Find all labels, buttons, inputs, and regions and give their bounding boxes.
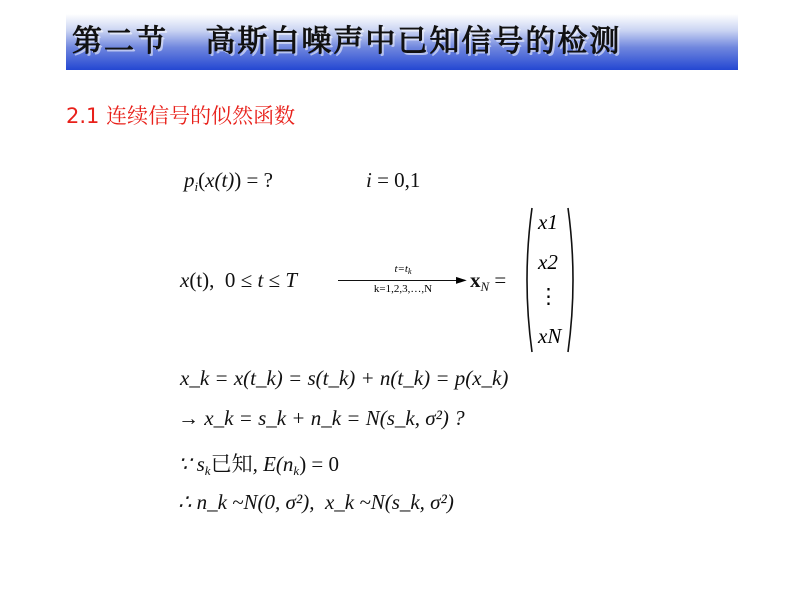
column-vector	[520, 206, 580, 354]
eq1-p: p	[184, 168, 195, 192]
equation-sample-decomposition: x_k = x(t_k) = s(t_k) + n(t_k) = p(x_k)	[180, 366, 509, 390]
vector-element-2	[538, 250, 568, 275]
vector-element-1	[538, 210, 568, 235]
vector-element-n-text: xN	[538, 324, 562, 348]
vector-ellipsis	[538, 284, 568, 309]
sampling-arrow	[338, 263, 468, 299]
arrow-top-sub: k	[407, 267, 412, 276]
section-heading: 2.1 连续信号的似然函数	[66, 104, 296, 128]
vec-sub: N	[480, 279, 490, 294]
slide-title: 第二节 高斯白噪声中已知信号的检测	[72, 24, 622, 59]
equation-known-signal	[178, 448, 339, 479]
vector-ellipsis-text: ⋮	[538, 284, 559, 308]
eq1-open: (	[198, 168, 206, 192]
eq1-i: i	[366, 168, 372, 192]
eq5-sub: k	[204, 463, 211, 478]
equation-noise-distribution: ∴ n_k ~N(0, σ²), x_k ~N(s_k, σ²)	[178, 490, 454, 514]
eq2-T: T	[285, 268, 297, 292]
arrow-top-label	[338, 263, 468, 276]
arrow-right-icon: ►	[456, 272, 467, 288]
vector-name	[470, 268, 506, 295]
eq5-end: ) = 0	[299, 452, 340, 476]
eq5-prefix: ∵ s	[178, 452, 205, 476]
equation-index	[366, 168, 420, 193]
eq2-le: ≤	[263, 268, 286, 292]
arrow-bottom-label: k=1,2,3,…,N	[373, 283, 433, 295]
eq1-p-sub: i	[194, 179, 199, 194]
vec-equals: =	[489, 268, 507, 292]
eq5-rest: , E(n	[252, 452, 294, 476]
eq2-t2: t	[257, 268, 264, 292]
eq1-t: (t)	[214, 168, 235, 192]
equation-sample-distribution: → x_k = s_k + n_k = N(s_k, σ²) ?	[178, 406, 465, 430]
eq1-x: x	[205, 168, 215, 192]
arrow-top-text: t=t	[394, 263, 408, 275]
vector-element-1-text: x1	[538, 210, 558, 234]
eq1-i-val: = 0,1	[371, 168, 421, 192]
eq2-t: (t), 0 ≤	[189, 268, 258, 292]
vector-element-2-text: x2	[538, 250, 558, 274]
eq5-known: 已知	[210, 452, 253, 476]
equation-likelihood	[184, 168, 273, 195]
equation-signal-interval	[180, 268, 297, 293]
eq5-sub2: k	[293, 463, 300, 478]
eq2-x: x	[180, 268, 190, 292]
vec-x: x	[470, 268, 481, 292]
arrow-line	[338, 280, 460, 281]
eq1-close: ) = ?	[234, 168, 273, 192]
vector-element-n	[538, 324, 568, 349]
